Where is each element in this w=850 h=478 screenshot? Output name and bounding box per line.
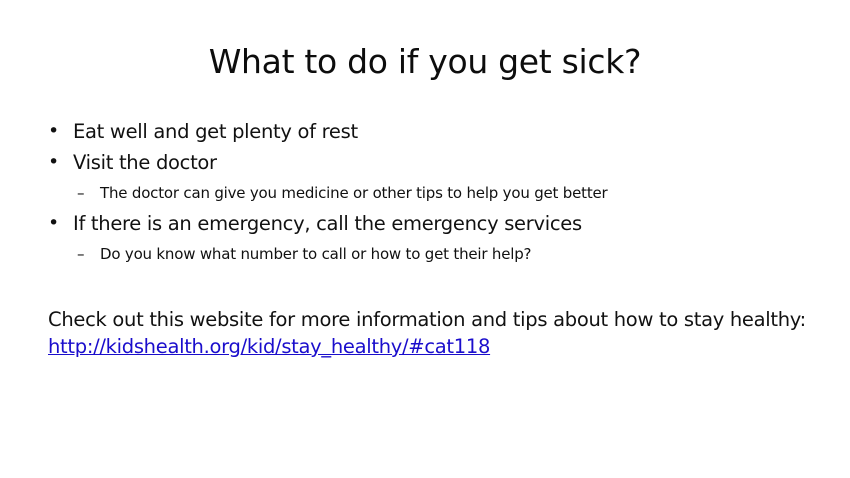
sub-bullet-item [48,239,828,269]
bullet-item [48,147,828,178]
sub-bullet-item [48,178,828,208]
bullet-text: If there is an emergency, call the emergency services [73,212,582,235]
bullet-text: Visit the doctor [73,151,217,174]
footer-paragraph [48,306,828,360]
bullet-text: Eat well and get plenty of rest [73,120,358,143]
sub-bullet-text: The doctor can give you medicine or other tips to help you get better [100,184,608,202]
sub-bullet-text: Do you know what number to call or how to get their help? [100,245,532,263]
dash-icon: – [77,184,85,202]
kidshealth-link[interactable]: http://kidshealth.org/kid/stay_healthy/#cat118 [48,335,491,358]
dash-icon: – [77,245,85,263]
bullet-dot-icon: • [48,212,59,234]
bullet-dot-icon: • [48,120,59,142]
bullet-item [48,208,828,239]
slide-title: What to do if you get sick? [208,42,642,81]
bullet-list [48,116,828,269]
bullet-dot-icon: • [48,151,59,173]
bullet-item [48,116,828,147]
footer-text: Check out this website for more information and tips about how to stay healthy: [48,308,806,331]
